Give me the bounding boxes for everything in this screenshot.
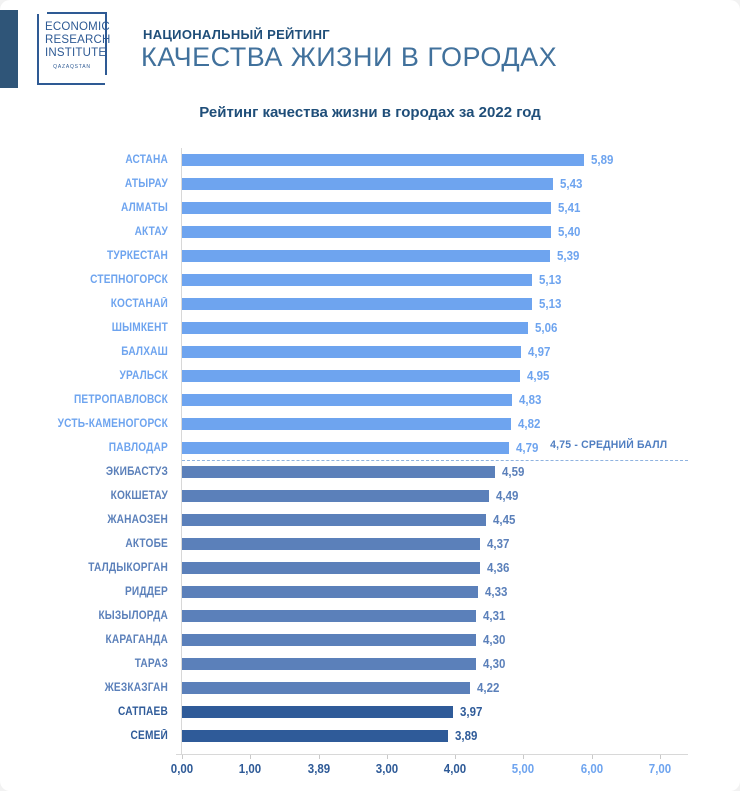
- chart-row: [0, 628, 740, 652]
- bar: [182, 634, 476, 646]
- bar: [182, 538, 480, 550]
- bar: [182, 466, 495, 478]
- value-label: 3,97: [460, 705, 483, 719]
- city-label: АСТАНА: [125, 154, 168, 166]
- city-label: РИДДЕР: [124, 586, 168, 598]
- city-label: САТПАЕВ: [118, 706, 168, 718]
- value-label: 4,30: [482, 633, 506, 647]
- chart-row: [0, 532, 740, 556]
- value-label: 5,41: [558, 201, 581, 215]
- chart-row: [0, 268, 740, 292]
- bar: [182, 730, 448, 742]
- value-label: 4,30: [482, 657, 506, 671]
- city-label: ЭКИБАСТУЗ: [105, 466, 168, 478]
- chart-title: Рейтинг качества жизни в городах за 2022 год: [199, 104, 541, 121]
- x-tick-mark: [523, 755, 524, 759]
- city-label: КЫЗЫЛОРДА: [98, 610, 168, 622]
- chart-row: [0, 148, 740, 172]
- chart-row: [0, 580, 740, 604]
- bar: [182, 202, 551, 214]
- city-label: АКТОБЕ: [125, 538, 168, 550]
- logo-country: QAZAQSTAN: [53, 64, 91, 70]
- value-label: 4,97: [528, 345, 551, 359]
- chart-row: [0, 316, 740, 340]
- chart-row: [0, 172, 740, 196]
- chart-row: [0, 700, 740, 724]
- brand-stripe: [0, 10, 18, 88]
- logo-text: [39, 14, 111, 60]
- logo-line: ECONOMIC: [45, 21, 110, 33]
- header-kicker: НАЦИОНАЛЬНЫЙ РЕЙТИНГ: [143, 27, 330, 42]
- bar: [182, 322, 528, 334]
- city-label: АКТАУ: [134, 226, 168, 238]
- city-label: УСТЬ-КАМЕНОГОРСК: [57, 418, 168, 430]
- x-tick-label: 6,00: [580, 762, 603, 776]
- bar: [182, 682, 470, 694]
- x-tick-mark: [250, 755, 251, 759]
- value-label: 4,33: [484, 585, 508, 599]
- value-label: 5,39: [557, 249, 580, 263]
- chart-row: [0, 676, 740, 700]
- city-label: БАЛХАШ: [121, 346, 168, 358]
- value-label: 4,36: [486, 561, 510, 575]
- x-tick-label: 3,00: [375, 762, 399, 776]
- chart-row: [0, 604, 740, 628]
- chart-row: [0, 460, 740, 484]
- value-label: 5,13: [539, 273, 562, 287]
- average-score-line: [182, 460, 688, 461]
- chart-row: [0, 196, 740, 220]
- chart-row: [0, 412, 740, 436]
- x-axis-line: [176, 754, 688, 755]
- bar: [182, 586, 478, 598]
- bar: [182, 274, 532, 286]
- city-label: ПЕТРОПАВЛОВСК: [73, 394, 168, 406]
- bar: [182, 658, 476, 670]
- value-label: 5,06: [534, 321, 557, 335]
- logo-line: RESEARCH: [45, 34, 111, 46]
- city-label: ЖЕЗКАЗГАН: [104, 682, 168, 694]
- bar: [182, 514, 486, 526]
- city-label: СТЕПНОГОРСК: [90, 274, 168, 286]
- chart-row: [0, 364, 740, 388]
- bar: [182, 298, 532, 310]
- x-tick-mark: [319, 755, 320, 759]
- chart-row: [0, 556, 740, 580]
- bar: [182, 250, 550, 262]
- x-tick-label: 5,00: [512, 762, 535, 776]
- value-label: 4,31: [483, 609, 506, 623]
- logo-line: INSTITUTE: [45, 47, 107, 59]
- x-tick-label: 3,89: [307, 762, 330, 776]
- value-label: 5,89: [591, 153, 614, 167]
- bar: [182, 370, 520, 382]
- value-label: 4,45: [492, 513, 516, 527]
- x-tick-label: 7,00: [648, 762, 672, 776]
- bar: [182, 442, 509, 454]
- city-label: КОКШЕТАУ: [110, 490, 168, 502]
- bar: [182, 226, 551, 238]
- header-title: КАЧЕСТВА ЖИЗНИ В ГОРОДАХ: [141, 42, 558, 72]
- city-label: ТУРКЕСТАН: [106, 250, 168, 262]
- average-score-label: 4,75 - СРЕДНИЙ БАЛЛ: [549, 439, 667, 451]
- value-label: 3,89: [454, 729, 478, 743]
- bar: [182, 394, 512, 406]
- chart-row: [0, 244, 740, 268]
- x-tick-mark: [660, 755, 661, 759]
- city-label: ЖАНАОЗЕН: [107, 514, 168, 526]
- bar: [182, 346, 521, 358]
- value-label: 4,83: [518, 393, 542, 407]
- bar: [182, 562, 480, 574]
- city-label: ТАРАЗ: [134, 658, 168, 670]
- chart-row: [0, 220, 740, 244]
- x-tick-label: 4,00: [443, 762, 467, 776]
- city-label: КАРАГАНДА: [105, 634, 168, 646]
- bar: [182, 178, 553, 190]
- bar-chart: [0, 140, 740, 791]
- x-tick-label: 1,00: [239, 762, 262, 776]
- chart-row: [0, 388, 740, 412]
- value-label: 4,82: [518, 417, 541, 431]
- bar: [182, 610, 476, 622]
- chart-row: [0, 484, 740, 508]
- chart-row: [0, 652, 740, 676]
- chart-row: [0, 508, 740, 532]
- bar: [182, 706, 453, 718]
- logo-frame-notch: [105, 75, 107, 85]
- city-label: ШЫМКЕНТ: [111, 322, 168, 334]
- value-label: 5,43: [559, 177, 583, 191]
- value-label: 5,13: [539, 297, 562, 311]
- value-label: 4,22: [477, 681, 500, 695]
- logo-frame-notch: [37, 12, 47, 14]
- chart-row: [0, 724, 740, 748]
- city-label: АЛМАТЫ: [121, 202, 168, 214]
- city-label: КОСТАНАЙ: [110, 298, 168, 310]
- bar: [182, 490, 489, 502]
- chart-row: [0, 292, 740, 316]
- value-label: 4,95: [527, 369, 550, 383]
- x-tick-mark: [592, 755, 593, 759]
- bar: [182, 154, 584, 166]
- value-label: 4,59: [502, 465, 525, 479]
- city-label: СЕМЕЙ: [130, 730, 168, 742]
- value-label: 4,79: [516, 441, 539, 455]
- economic-research-institute-logo: [37, 12, 111, 85]
- city-label: УРАЛЬСК: [119, 370, 168, 382]
- x-tick-mark: [387, 755, 388, 759]
- city-label: АТЫРАУ: [124, 178, 168, 190]
- city-label: ПАВЛОДАР: [108, 442, 168, 454]
- city-label: ТАЛДЫКОРГАН: [88, 562, 168, 574]
- x-tick-mark: [455, 755, 456, 759]
- x-tick-label: 0,00: [170, 762, 194, 776]
- value-label: 4,37: [487, 537, 510, 551]
- x-tick-mark: [182, 755, 183, 759]
- value-label: 5,40: [557, 225, 581, 239]
- bar: [182, 418, 511, 430]
- value-label: 4,49: [495, 489, 518, 503]
- chart-row: [0, 340, 740, 364]
